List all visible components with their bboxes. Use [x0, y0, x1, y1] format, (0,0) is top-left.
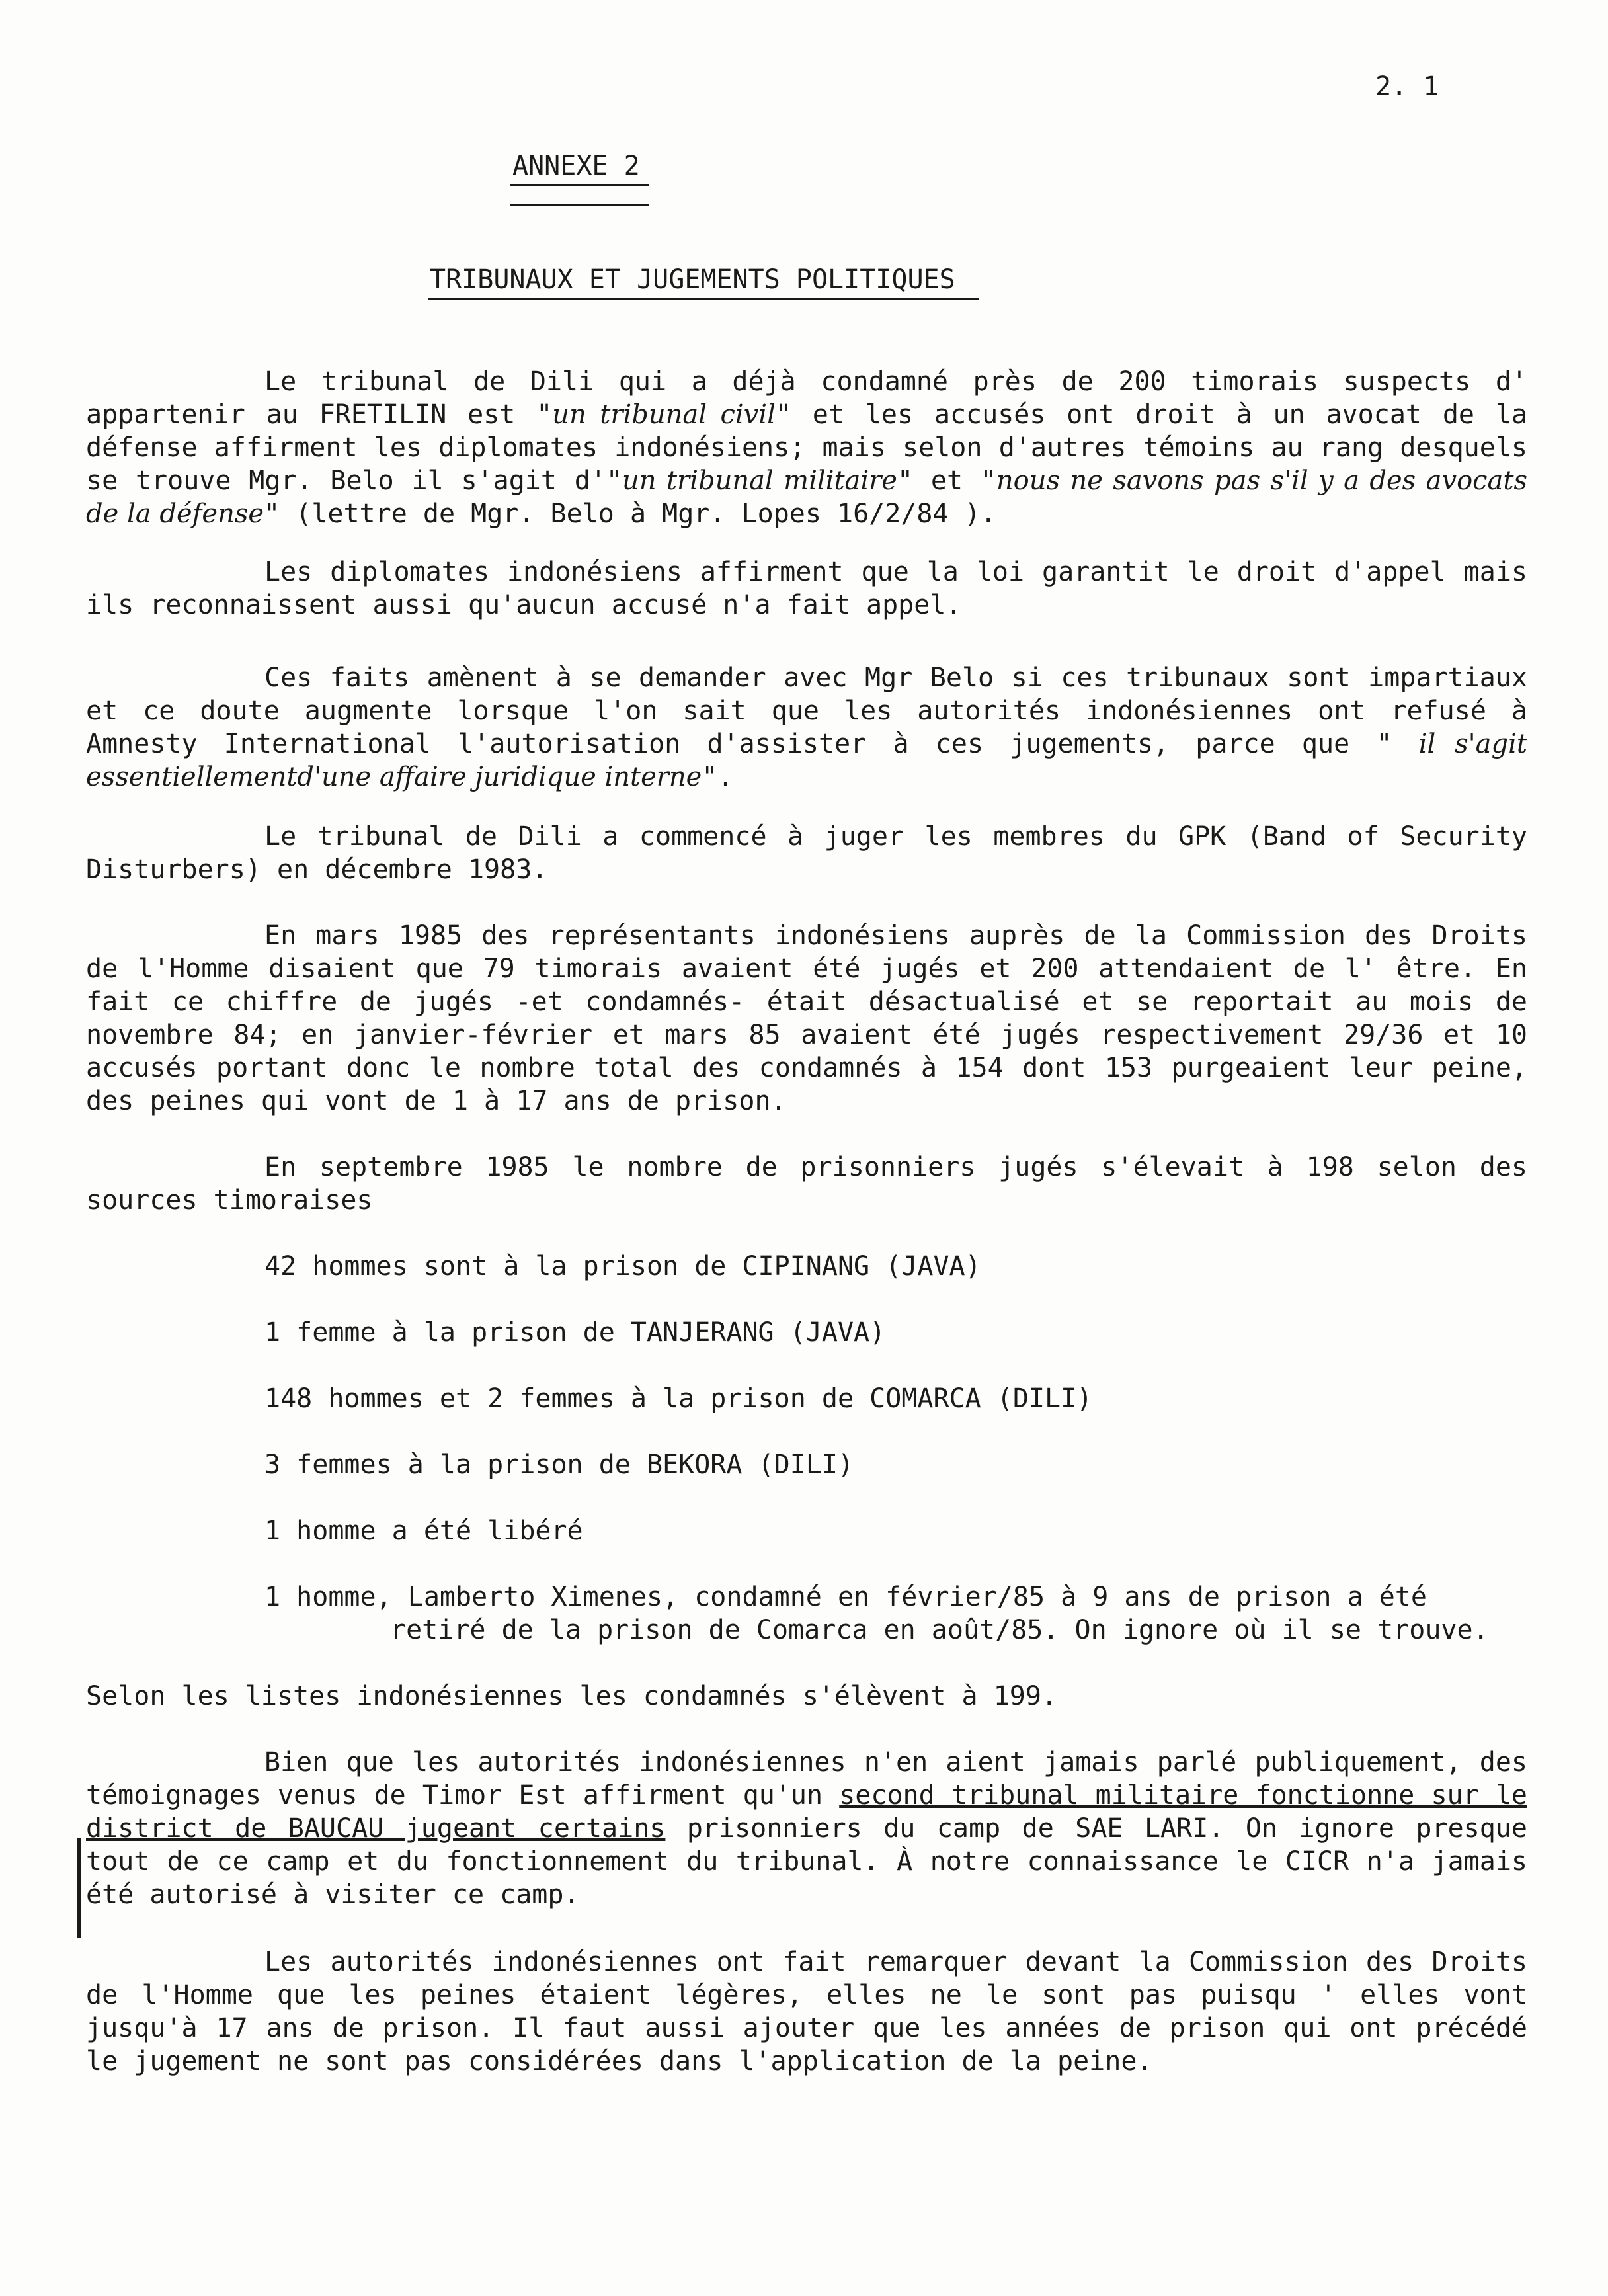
annex-title-underline-2 — [510, 204, 649, 206]
paragraph-mars-1985: En mars 1985 des représentants indonésiens auprès de la Commission des Droits de l'Homme disaient que 79 timorais avaient été jugés et 200 attendaient de l' être. En fait ce chiffre de jugés -et condamnés- était désactualisé et se reportait au mois de novembre 84; en janvier-février et mars 85 avaient été jugés respectivement 29/36 et 10 accusés portant donc le nombre total des condamnés à 154 dont 153 purgeaient leur peine, des peines qui vont de 1 à 17 ans de prison. — [86, 921, 1527, 1116]
list-item: 148 hommes et 2 femmes à la prison de COMARCA (DILI) — [264, 1383, 1093, 1414]
section-title-underline — [428, 298, 979, 300]
list-item: 3 femmes à la prison de BEKORA (DILI) — [264, 1450, 854, 1480]
prisoner-list — [264, 1250, 1521, 1647]
paragraph-impartialite: Ces faits amènent à se demander avec Mgr Belo si ces tribunaux sont impartiaux et ce doute augmente lorsque l'on sait que les autorités indonésiennes ont refusé à Amnesty International l'autorisation d'assister à ces jugements, parce que " il s'agit essentiellementd'une affaire juridique interne". — [86, 663, 1527, 792]
quote-avocats: nous ne savons pas s'il y a des avocats de la défense — [86, 466, 1527, 529]
paragraph-tribunal-dili: Le tribunal de Dili qui a déjà condamné près de 200 timorais suspects d' appartenir au FRETILIN est "un tribunal civil" et les accusés ont droit à un avocat de la défense affirment les diplomates indonésiens; mais selon d'autres témoins au rang desquels se trouve Mgr. Belo il s'agit d'"un tribunal militaire" et "nous ne savons pas s'il y a des avocats de la défense" (lettre de Mgr. Belo à Mgr. Lopes 16/2/84 ). — [86, 366, 1527, 529]
paragraph-septembre-1985: En septembre 1985 le nombre de prisonniers jugés s'élevait à 198 selon des sources timoraises — [86, 1152, 1527, 1215]
page-number: 2. 1 — [1375, 71, 1439, 102]
paragraph-droit-appel: Les diplomates indonésiens affirment que la loi garantit le droit d'appel mais ils reconnaissent aussi qu'aucun accusé n'a fait appel. — [86, 557, 1527, 620]
paragraph-gpk: Le tribunal de Dili a commencé à juger les membres du GPK (Band of Security Disturbers) en décembre 1983. — [86, 821, 1527, 885]
annex-title: ANNEXE 2 — [512, 151, 640, 181]
list-item: 1 homme a été libéré — [264, 1516, 583, 1546]
section-title: TRIBUNAUX ET JUGEMENTS POLITIQUES — [430, 265, 955, 295]
quote-tribunal-militaire: un tribunal militaire — [622, 466, 897, 496]
paragraph-second-tribunal: Bien que les autorités indonésiennes n'en aient jamais parlé publiquement, des témoignages venus de Timor Est affirment qu'un second tribunal militaire fonctionne sur le district de BAUCAU jugeant certains prisonniers du camp de SAE LARI. On ignore presque tout de ce camp et du fonctionnement du tribunal. À notre connaissance le CICR n'a jamais été autorisé à visiter ce camp. — [86, 1747, 1527, 1910]
list-item: 42 hommes sont à la prison de CIPINANG (JAVA) — [264, 1251, 981, 1282]
underlined-second-tribunal: second tribunal militaire fonctionne sur le district de BAUCAU jugeant certains — [86, 1780, 1527, 1844]
paragraph-peines: Les autorités indonésiennes ont fait remarquer devant la Commission des Droits de l'Homme que les peines étaient légères, elles ne le sont pas puisqu ' elles vont jusqu'à 17 ans de prison. Il faut aussi ajouter que les années de prison qui ont précédé le jugement ne sont pas considérées dans l'application de la peine. — [86, 1947, 1527, 2076]
list-item: 1 femme à la prison de TANJERANG (JAVA) — [264, 1317, 886, 1348]
margin-mark — [77, 1838, 81, 1938]
quote-affaire-interne: il s'agit essentiellementd'une affaire juridique interne — [86, 729, 1527, 792]
annex-title-underline — [510, 184, 649, 186]
quote-tribunal-civil: un tribunal civil — [552, 399, 776, 430]
list-item: 1 homme, Lamberto Ximenes, condamné en février/85 à 9 ans de prison a été retiré de la prison de Comarca en août/85. On ignore où il se trouve. — [264, 1582, 1489, 1645]
paragraph-listes-indonesiennes: Selon les listes indonésiennes les condamnés s'élèvent à 199. — [86, 1681, 1058, 1711]
